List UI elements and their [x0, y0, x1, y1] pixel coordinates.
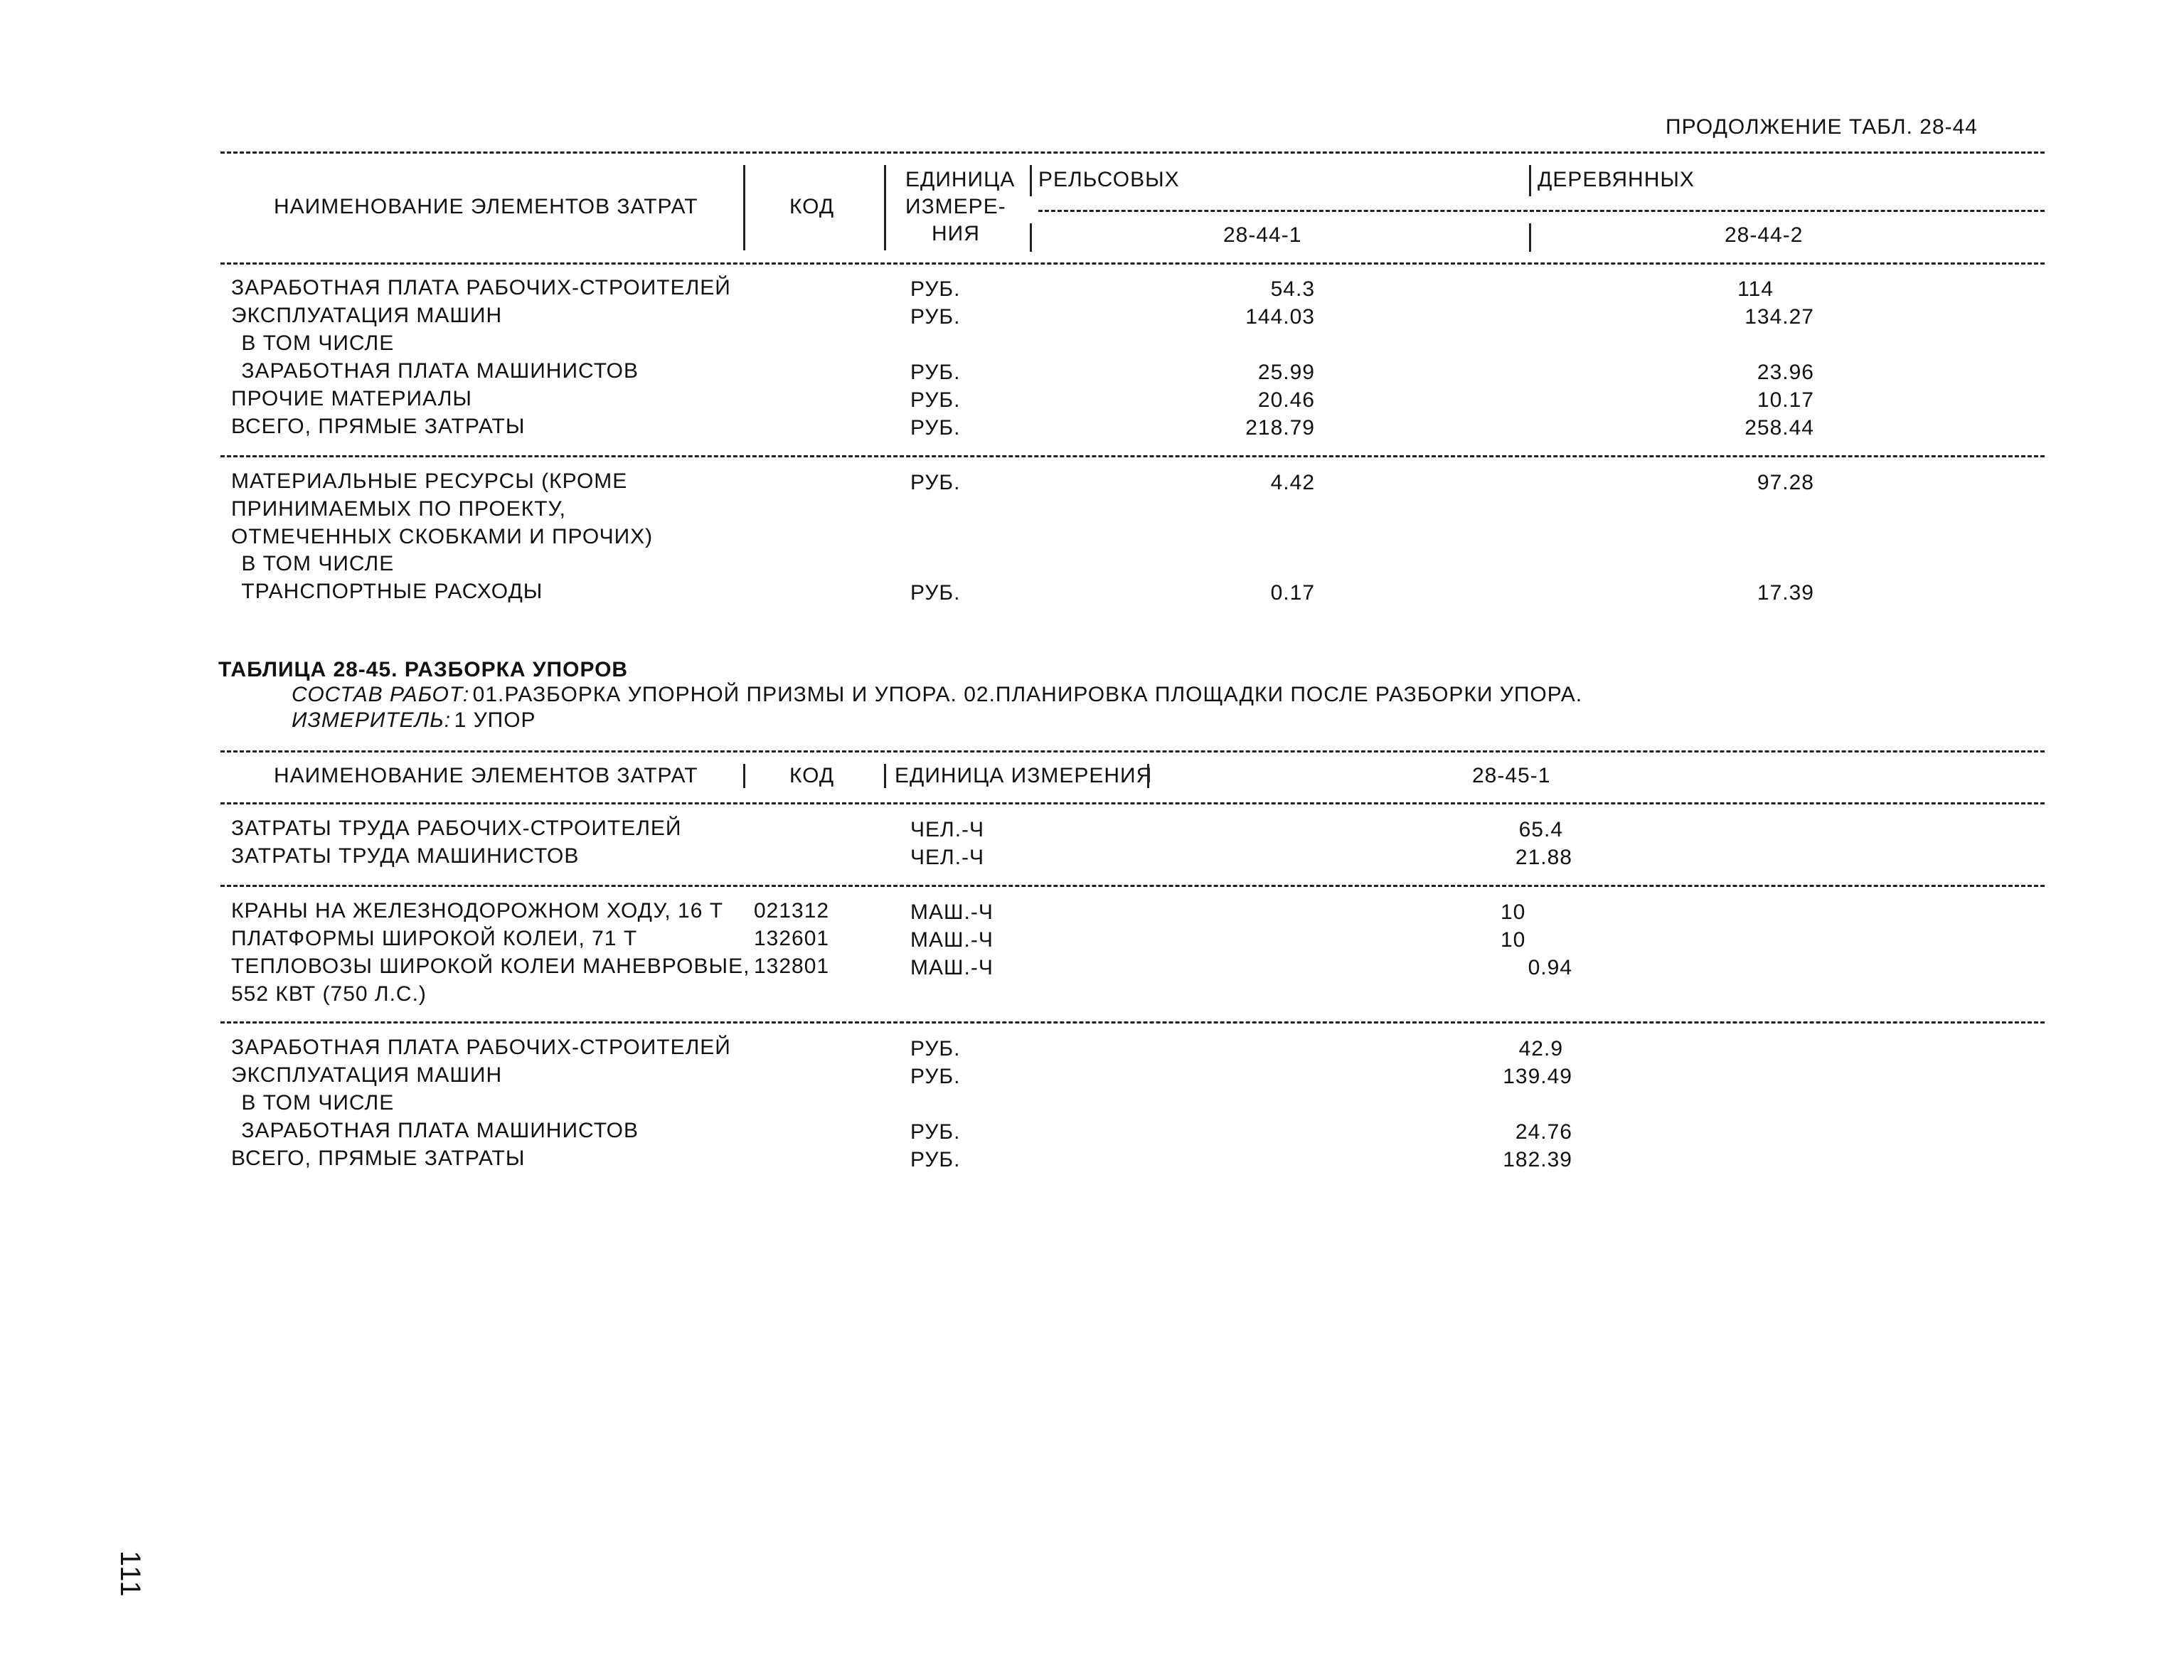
row-name: ПРОЧИЕ МАТЕРИАЛЫ — [231, 387, 472, 410]
row-name: ВСЕГО, ПРЯМЫЕ ЗАТРАТЫ — [231, 415, 526, 438]
row-name: ПРИНИМАЕМЫХ ПО ПРОЕКТУ, — [231, 497, 566, 521]
row-code: 021312 — [754, 899, 830, 923]
col-group-rail: РЕЛЬСОВЫХ — [1038, 168, 1180, 191]
row-value: 17.39 — [1757, 581, 1814, 605]
continuation-label: ПРОДОЛЖЕНИЕ ТАБЛ. 28-44 — [1666, 115, 1978, 139]
rule — [220, 1021, 2045, 1024]
page-number: 111 — [114, 1551, 146, 1598]
table-title: ТАБЛИЦА 28-45. РАЗБОРКА УПОРОВ — [218, 658, 629, 681]
row-unit: РУБ. — [910, 1120, 961, 1144]
column-divider — [1030, 165, 1032, 196]
row-value: 144.03 — [1245, 305, 1315, 329]
row-value: 0.94 — [1528, 956, 1572, 979]
row-name: ЗАТРАТЫ ТРУДА РАБОЧИХ-СТРОИТЕЛЕЙ — [231, 817, 682, 840]
col-header-unit: ИЗМЕРЕ- — [905, 195, 1006, 218]
rule — [220, 262, 2045, 265]
row-unit: РУБ. — [910, 1037, 961, 1060]
row-name: КРАНЫ НА ЖЕЛЕЗНОДОРОЖНОМ ХОДУ, 16 Т — [231, 899, 724, 923]
row-value: 4.42 — [1270, 471, 1315, 494]
row-unit: РУБ. — [910, 416, 961, 440]
row-unit: РУБ. — [910, 1065, 961, 1088]
row-value: 139.49 — [1503, 1065, 1572, 1088]
row-unit: МАШ.-Ч — [910, 956, 994, 979]
row-value: 25.99 — [1257, 361, 1315, 384]
column-divider — [1030, 223, 1032, 252]
row-unit: РУБ. — [910, 277, 961, 301]
row-name: В ТОМ ЧИСЛЕ — [235, 552, 395, 575]
row-name: ЗАРАБОТНАЯ ПЛАТА РАБОЧИХ-СТРОИТЕЛЕЙ — [231, 1036, 731, 1059]
row-name: ЗАРАБОТНАЯ ПЛАТА РАБОЧИХ-СТРОИТЕЛЕЙ — [231, 276, 731, 299]
row-name: В ТОМ ЧИСЛЕ — [235, 1091, 395, 1115]
col-header-unit: НИЯ — [932, 222, 980, 245]
rule — [220, 750, 2045, 753]
col-header-unit: ЕДИНИЦА ИЗМЕРЕНИЯ — [895, 764, 1153, 787]
rule — [1038, 210, 2045, 212]
col-header-28-44-1: 28-44-1 — [1223, 223, 1302, 247]
row-name: ПЛАТФОРМЫ ШИРОКОЙ КОЛЕИ, 71 Т — [231, 927, 638, 950]
row-value: 24.76 — [1515, 1120, 1572, 1144]
column-divider — [884, 165, 886, 250]
meter-text: 1 УПОР — [454, 708, 536, 732]
row-name: ТЕПЛОВОЗЫ ШИРОКОЙ КОЛЕИ МАНЕВРОВЫЕ, — [231, 955, 750, 978]
work-label: СОСТАВ РАБОТ: — [292, 683, 470, 706]
row-name: ОТМЕЧЕННЫХ СКОБКАМИ И ПРОЧИХ) — [231, 525, 654, 548]
col-header-28-45-1: 28-45-1 — [1472, 764, 1551, 787]
row-name: ЗАТРАТЫ ТРУДА МАШИНИСТОВ — [231, 844, 580, 868]
row-unit: РУБ. — [910, 305, 961, 329]
row-unit: РУБ. — [910, 361, 961, 384]
row-unit: МАШ.-Ч — [910, 928, 994, 952]
row-value: 97.28 — [1757, 471, 1814, 494]
col-header-code: КОД — [789, 195, 835, 218]
row-unit: МАШ.-Ч — [910, 900, 994, 924]
row-unit: РУБ. — [910, 471, 961, 494]
row-name: МАТЕРИАЛЬНЫЕ РЕСУРСЫ (КРОМЕ — [231, 469, 628, 493]
column-divider — [1147, 764, 1149, 788]
row-value: 114 — [1737, 277, 1774, 301]
row-name: ЭКСПЛУАТАЦИЯ МАШИН — [231, 1063, 503, 1087]
col-group-wood: ДЕРЕВЯННЫХ — [1538, 168, 1695, 191]
row-unit: ЧЕЛ.-Ч — [910, 846, 985, 869]
row-value: 134.27 — [1744, 305, 1814, 329]
row-unit: РУБ. — [910, 388, 961, 412]
row-value: 54.3 — [1270, 277, 1315, 301]
row-name: В ТОМ ЧИСЛЕ — [235, 331, 395, 355]
row-name: ЗАРАБОТНАЯ ПЛАТА МАШИНИСТОВ — [235, 1119, 639, 1142]
col-header-name: НАИМЕНОВАНИЕ ЭЛЕМЕНТОВ ЗАТРАТ — [274, 195, 698, 218]
row-code: 132801 — [754, 955, 830, 978]
work-composition — [292, 683, 1582, 707]
row-name: 552 КВТ (750 Л.С.) — [231, 982, 427, 1006]
row-value: 10 — [1501, 928, 1526, 952]
row-name: ТРАНСПОРТНЫЕ РАСХОДЫ — [235, 580, 543, 603]
row-value: 10 — [1501, 900, 1526, 924]
column-divider — [1529, 223, 1531, 252]
rule — [220, 802, 2045, 804]
row-value: 258.44 — [1744, 416, 1814, 440]
row-value: 0.17 — [1270, 581, 1315, 605]
row-value: 20.46 — [1257, 388, 1315, 412]
row-name: ВСЕГО, ПРЯМЫЕ ЗАТРАТЫ — [231, 1147, 526, 1170]
row-value: 23.96 — [1757, 361, 1814, 384]
column-divider — [743, 165, 745, 250]
column-divider — [884, 764, 886, 788]
meter — [292, 708, 536, 733]
meter-label: ИЗМЕРИТЕЛЬ: — [292, 708, 452, 732]
row-unit: РУБ. — [910, 1148, 961, 1171]
col-header-name: НАИМЕНОВАНИЕ ЭЛЕМЕНТОВ ЗАТРАТ — [274, 764, 698, 787]
row-value: 218.79 — [1245, 416, 1315, 440]
row-value: 21.88 — [1515, 846, 1572, 869]
rule — [220, 151, 2045, 154]
column-divider — [1529, 165, 1531, 196]
row-unit: ЧЕЛ.-Ч — [910, 818, 985, 841]
rule — [220, 455, 2045, 457]
col-header-28-44-2: 28-44-2 — [1725, 223, 1804, 247]
row-name: ЗАРАБОТНАЯ ПЛАТА МАШИНИСТОВ — [235, 359, 639, 383]
col-header-code: КОД — [789, 764, 835, 787]
row-code: 132601 — [754, 927, 830, 950]
rule — [220, 885, 2045, 887]
col-header-unit: ЕДИНИЦА — [905, 168, 1016, 191]
row-value: 65.4 — [1518, 818, 1563, 841]
column-divider — [743, 764, 745, 788]
row-name: ЭКСПЛУАТАЦИЯ МАШИН — [231, 304, 503, 327]
row-value: 182.39 — [1503, 1148, 1572, 1171]
work-text: 01.РАЗБОРКА УПОРНОЙ ПРИЗМЫ И УПОРА. 02.ПЛАНИРОВКА ПЛОЩАДКИ ПОСЛЕ РАЗБОРКИ УПОРА. — [472, 683, 1583, 706]
row-value: 10.17 — [1757, 388, 1814, 412]
row-value: 42.9 — [1518, 1037, 1563, 1060]
row-unit: РУБ. — [910, 581, 961, 605]
